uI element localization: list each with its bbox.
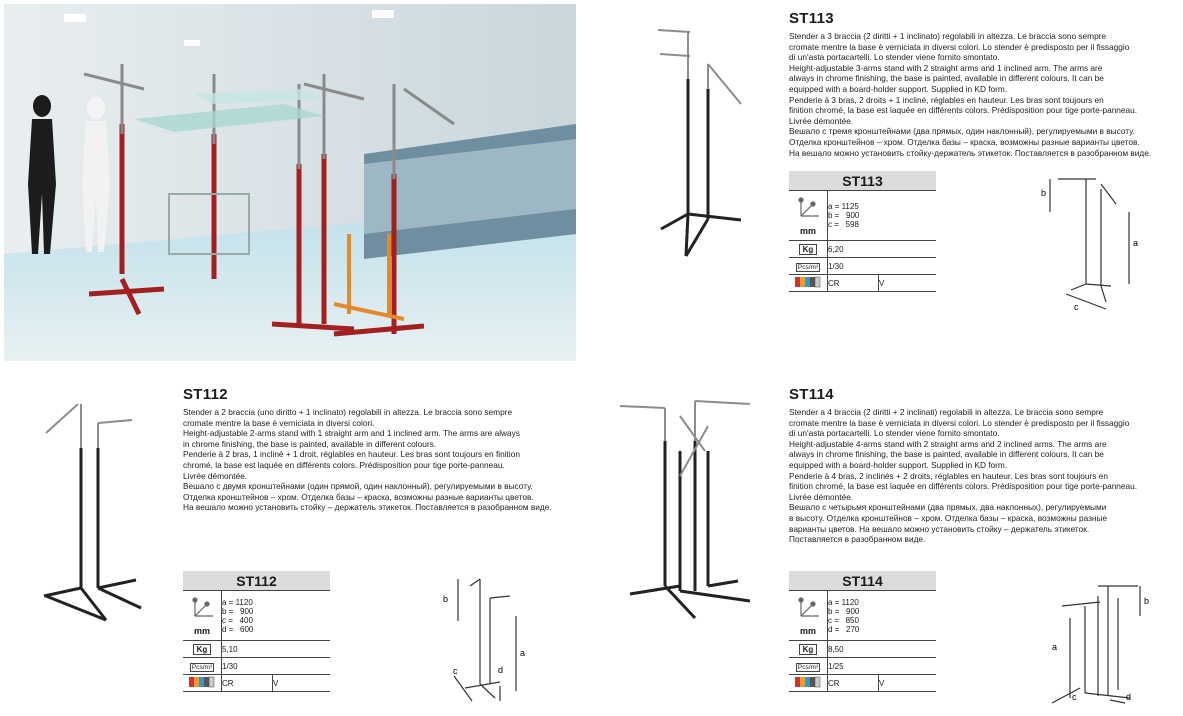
- st113-pcs: 1/30: [828, 258, 937, 275]
- st112-finish: CR: [222, 675, 273, 692]
- svg-text:d: d: [498, 665, 504, 675]
- st113-dimensions: a = 1125 b = 900 c = 598: [828, 191, 937, 241]
- svg-text:c: c: [1074, 302, 1079, 312]
- st114-table-title: ST114: [789, 571, 936, 591]
- st113-dimension-drawing: [1036, 174, 1146, 314]
- svg-text:c: c: [1072, 692, 1077, 702]
- color-finish-icon: [789, 275, 828, 292]
- svg-text:a: a: [520, 648, 526, 658]
- st114-spec-table: [789, 571, 936, 692]
- st112-weight: 5,10: [222, 641, 331, 658]
- st114-pcs: 1/25: [828, 658, 937, 675]
- st113-table-title: ST113: [789, 171, 936, 191]
- svg-text:d: d: [1126, 692, 1132, 702]
- st113-description: Stender a 3 braccia (2 diritti + 1 inclinato) regolabili in altezza. Le braccia sono sempre cromate mentre la base è verniciata in diversi colori. Lo stender è predisposto per il fissaggio di un'asta portacartelli. Lo stender viene fornito smontato. Height-adjustable 3-arms stand with 2 straight arms and 1 inclined arm. The arms are always in chrome finishing, the base is painted, available in different colours. It can be equipped with a board-holder support. Supplied in KD form. Penderie à 3 bras, 2 droits + 1 incliné, réglables en hauteur. Les bras sont toujours en finition chromé, la base est laquée en différents colors. Prédisposition pour tige porte-panneau. Livrée démontée. Вешало с тремя кронштейнами (два прямых, один наклонный), регулируемыми в высоту. Отделка кронштейнов – хром. Отделка базы – краска, возможны разные варианты цветов. На вешало можно установить стойку-держатель этикеток. Поставляется в разобранном виде.: [789, 31, 1152, 158]
- pcs-icon: Pcs/m³: [183, 658, 222, 675]
- st113-weight: 6,20: [828, 241, 937, 258]
- st114-title: ST114: [789, 386, 834, 403]
- st114-finish: CR: [828, 675, 879, 692]
- st113-finish-v: V: [879, 275, 937, 292]
- st112-finish-v: V: [273, 675, 331, 692]
- st114-product-image: [620, 396, 755, 622]
- svg-text:b: b: [1144, 596, 1150, 606]
- st113-product-image: [646, 24, 746, 264]
- st114-finish-v: V: [879, 675, 937, 692]
- dimension-icon: mm: [789, 191, 828, 241]
- st113-spec-table: [789, 171, 936, 292]
- weight-icon: Kg: [789, 241, 828, 258]
- st114-description: Stender a 4 braccia (2 diritti + 2 inclinati) regolabili in altezza. Le braccia sono sempre cromate mentre la base è verniciata in diversi colori. Lo stender è predisposto per il fissaggio di un'asta portacartelli. Lo stender viene fornito smontato. Height-adjustable 4-arms stand with 2 straight arms and 2 inclined arms. The arms are always in chrome finishing, the base is painted, available in different colours. It can be equipped with a board-holder support. Supplied in KD form. Penderie à 4 bras, 2 inclinés + 2 droits, réglables en hauteur. Les bras sont toujours en finition chromé, la base est laquée en différents colors. Prédisposition pour tige porte-panneau. Livrée démontée. Вешало с четырьмя кронштейнами (два прямых, два наклонных), регулируемыми в высоту. Отделка кронштейнов – хром. Отделка базы – краска, возможны разные варианты цветов. На вешало можно установить стойку – держатель этикеток. Поставляется в разобранном виде.: [789, 407, 1138, 545]
- st112-description: Stender a 2 braccia (uno diritto + 1 inclinato) regolabili in altezza. Le braccia sono sempre cromate mentre la base è verniciata in diversi colori. Height-adjustable 2-arms stand with 1 straight arm and 1 inclined arm. The arms are always in chrome finishing, the base is painted, available in different colours. Penderie à 2 bras, 1 incliné + 1 droit, réglables en hauteur. Les bras sont toujours en finition chromé, la base est laquée en différents colors. Prédisposition pour tige porte-panneau. Livrée démontée. Вешало с двумя кронштейнами (один прямой, один наклонный), регулируемыми в высоту. Отделка кронштейнов – хром. Отделка базы – краска, возможны разные варианты цветов. На вешало можно установить стойку – держатель этикеток. Поставляется в разобранном виде.: [183, 407, 552, 513]
- dimension-icon: mm: [183, 591, 222, 641]
- weight-icon: Kg: [183, 641, 222, 658]
- weight-icon: Kg: [789, 641, 828, 658]
- svg-text:b: b: [443, 594, 449, 604]
- st112-title: ST112: [183, 386, 228, 403]
- showroom-photo: [4, 4, 576, 361]
- st112-pcs: 1/30: [222, 658, 331, 675]
- svg-text:b: b: [1041, 188, 1047, 198]
- dimension-icon: mm: [789, 591, 828, 641]
- color-finish-icon: [789, 675, 828, 692]
- st114-dimensions: a = 1120 b = 900 c = 850 d = 270: [828, 591, 937, 641]
- st113-finish: CR: [828, 275, 879, 292]
- st112-dimensions: a = 1120 b = 900 c = 400 d = 600: [222, 591, 331, 641]
- st114-weight: 8,50: [828, 641, 937, 658]
- color-finish-icon: [183, 675, 222, 692]
- st114-dimension-drawing: [1040, 578, 1160, 710]
- svg-text:c: c: [453, 666, 458, 676]
- svg-text:a: a: [1052, 642, 1058, 652]
- st113-title: ST113: [789, 10, 834, 27]
- st112-product-image: [36, 398, 146, 628]
- pcs-icon: Pcs/m³: [789, 658, 828, 675]
- st112-spec-table: [183, 571, 330, 692]
- st112-table-title: ST112: [183, 571, 330, 591]
- st112-dimension-drawing: [440, 576, 540, 706]
- svg-text:a: a: [1133, 238, 1139, 248]
- pcs-icon: Pcs/m³: [789, 258, 828, 275]
